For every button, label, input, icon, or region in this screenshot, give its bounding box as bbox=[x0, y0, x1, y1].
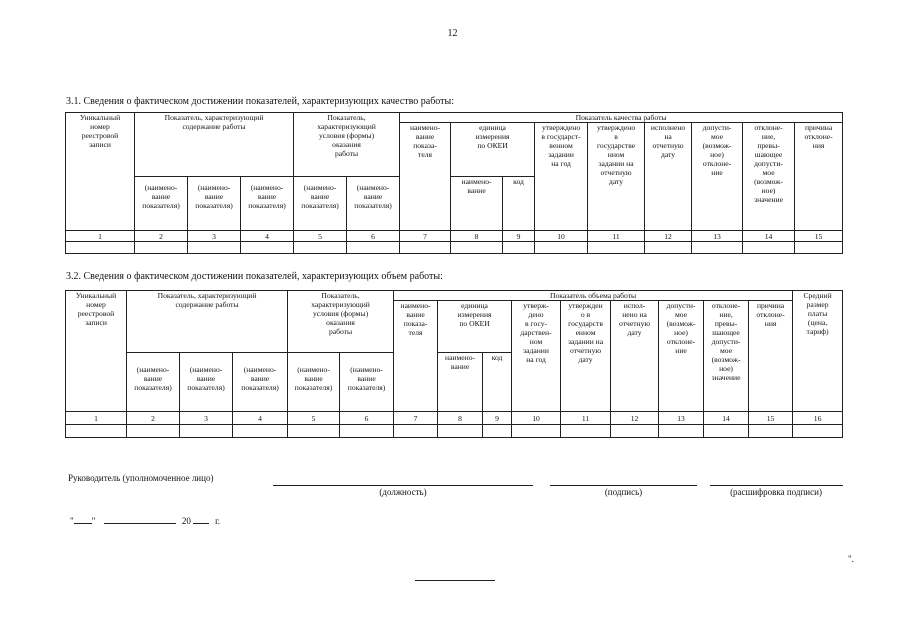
header-conditions: Показатель, характеризующий условия (формы) оказания работы bbox=[294, 113, 400, 177]
data-cell[interactable] bbox=[483, 425, 512, 438]
sub-indicator-name: (наимено- вание показателя) bbox=[241, 177, 294, 231]
end-mark: ". bbox=[848, 554, 854, 564]
data-cell[interactable] bbox=[288, 425, 340, 438]
header-unique-number: Уникальный номер реестровой записи bbox=[66, 291, 127, 412]
header-allowed-deviation: допусти- мое (возмож- ное) отклоне- ние bbox=[692, 123, 743, 231]
sub-indicator-name: (наимено- вание показателя) bbox=[180, 353, 233, 412]
header-unit: единица измерения по ОКЕИ bbox=[451, 123, 535, 177]
data-cell[interactable] bbox=[795, 242, 843, 254]
data-cell[interactable] bbox=[180, 425, 233, 438]
data-cell[interactable] bbox=[659, 425, 704, 438]
data-cell[interactable] bbox=[743, 242, 795, 254]
col-number: 12 bbox=[611, 412, 659, 425]
sub-indicator-name: (наимено- вание показателя) bbox=[233, 353, 288, 412]
data-cell[interactable] bbox=[394, 425, 438, 438]
header-unit-code: код bbox=[483, 353, 512, 412]
data-cell[interactable] bbox=[793, 425, 843, 438]
data-cell[interactable] bbox=[340, 425, 394, 438]
day-blank[interactable] bbox=[74, 514, 92, 524]
header-approved-task: утверж- дено в госу- дарствен- ном задании на год bbox=[512, 301, 561, 412]
header-conditions: Показатель, характеризующий условия (формы) оказания работы bbox=[288, 291, 394, 353]
col-number: 10 bbox=[512, 412, 561, 425]
col-number: 9 bbox=[483, 412, 512, 425]
data-cell[interactable] bbox=[66, 242, 135, 254]
col-number: 1 bbox=[66, 231, 135, 242]
col-number: 16 bbox=[793, 412, 843, 425]
col-number: 4 bbox=[241, 231, 294, 242]
col-number: 14 bbox=[743, 231, 795, 242]
header-indicator-name: наимено- вание показа- теля bbox=[400, 123, 451, 231]
signature-caption: (подпись) bbox=[604, 487, 643, 497]
header-indicator-name: наимено- вание показа- теля bbox=[394, 301, 438, 412]
col-number: 13 bbox=[692, 231, 743, 242]
header-approved-date: утверждено в государстве нном задании на отчетную дату bbox=[588, 123, 645, 231]
data-cell[interactable] bbox=[451, 242, 503, 254]
col-number: 3 bbox=[188, 231, 241, 242]
col-number: 8 bbox=[438, 412, 483, 425]
position-caption: (должность) bbox=[379, 487, 427, 497]
header-approved-task: утверждено в государст- венном задании на год bbox=[535, 123, 588, 231]
sub-indicator-name: (наимено- вание показателя) bbox=[188, 177, 241, 231]
data-cell[interactable] bbox=[561, 425, 611, 438]
data-cell[interactable] bbox=[347, 242, 400, 254]
date-field: " " 20 г. bbox=[70, 516, 221, 526]
header-content: Показатель, характеризующий содержание работы bbox=[135, 113, 294, 177]
col-number: 2 bbox=[135, 231, 188, 242]
header-approved-date: утвержден о в государств енном задании на отчетную дату bbox=[561, 301, 611, 412]
data-cell[interactable] bbox=[704, 425, 749, 438]
header-unit-name: наимено- вание bbox=[438, 353, 483, 412]
quality-table bbox=[65, 112, 843, 254]
data-cell[interactable] bbox=[188, 242, 241, 254]
signature-line[interactable] bbox=[550, 485, 697, 486]
col-number: 2 bbox=[127, 412, 180, 425]
col-number: 6 bbox=[340, 412, 394, 425]
col-number: 5 bbox=[294, 231, 347, 242]
col-number: 6 bbox=[347, 231, 400, 242]
data-cell[interactable] bbox=[241, 242, 294, 254]
data-cell[interactable] bbox=[233, 425, 288, 438]
header-content: Показатель, характеризующий содержание работы bbox=[127, 291, 288, 353]
sub-indicator-name: (наимено- вание показателя) bbox=[135, 177, 188, 231]
data-cell[interactable] bbox=[66, 425, 127, 438]
volume-table bbox=[65, 290, 843, 438]
data-cell[interactable] bbox=[611, 425, 659, 438]
data-cell[interactable] bbox=[135, 242, 188, 254]
signature-label: Руководитель (уполномоченное лицо) bbox=[68, 473, 214, 483]
sub-indicator-name: (наимено- вание показателя) bbox=[288, 353, 340, 412]
sub-indicator-name: (наимено- вание показателя) bbox=[294, 177, 347, 231]
table-row bbox=[66, 425, 843, 438]
data-cell[interactable] bbox=[503, 242, 535, 254]
header-unique-number: Уникальный номер реестровой записи bbox=[66, 113, 135, 231]
header-deviation-reason: причина отклоне- ния bbox=[795, 123, 843, 231]
footnote-separator bbox=[415, 580, 495, 581]
col-number: 14 bbox=[704, 412, 749, 425]
signature-decode-caption: (расшифровка подписи) bbox=[730, 487, 822, 497]
signature-decode-line[interactable] bbox=[710, 485, 843, 486]
header-unit-code: код bbox=[503, 177, 535, 231]
section-3-1-title: 3.1. Сведения о фактическом достижении показателей, характеризующих качество работы: bbox=[66, 96, 455, 107]
col-number: 9 bbox=[503, 231, 535, 242]
header-exceeding-deviation: отклоне- ние, превы- шающее допусти- мое (возмож- ное) значение bbox=[743, 123, 795, 231]
position-line[interactable] bbox=[273, 485, 533, 486]
data-cell[interactable] bbox=[294, 242, 347, 254]
header-executed: испол- нено на отчетную дату bbox=[611, 301, 659, 412]
header-volume: Показатель объема работы bbox=[394, 291, 793, 301]
header-unit-name: наимено- вание bbox=[451, 177, 503, 231]
sub-indicator-name: (наимено- вание показателя) bbox=[127, 353, 180, 412]
data-cell[interactable] bbox=[438, 425, 483, 438]
data-cell[interactable] bbox=[400, 242, 451, 254]
col-number: 15 bbox=[749, 412, 793, 425]
sub-indicator-name: (наимено- вание показателя) bbox=[347, 177, 400, 231]
col-number: 1 bbox=[66, 412, 127, 425]
col-number: 4 bbox=[233, 412, 288, 425]
page-number: 12 bbox=[447, 28, 458, 39]
year-blank[interactable] bbox=[193, 514, 209, 524]
data-cell[interactable] bbox=[645, 242, 692, 254]
header-average-fee: Средний размер платы (цена, тариф) bbox=[793, 291, 843, 412]
table-row bbox=[66, 242, 843, 254]
data-cell[interactable] bbox=[512, 425, 561, 438]
col-number: 13 bbox=[659, 412, 704, 425]
header-unit: единица измерения по ОКЕИ bbox=[438, 301, 512, 353]
col-number: 8 bbox=[451, 231, 503, 242]
col-number: 10 bbox=[535, 231, 588, 242]
header-allowed-deviation: допусти- мое (возмож- ное) отклоне- ние bbox=[659, 301, 704, 412]
data-cell[interactable] bbox=[692, 242, 743, 254]
header-quality: Показатель качества работы bbox=[400, 113, 843, 123]
data-cell[interactable] bbox=[535, 242, 588, 254]
header-deviation-reason: причина отклоне- ния bbox=[749, 301, 793, 412]
col-number: 3 bbox=[180, 412, 233, 425]
col-number: 12 bbox=[645, 231, 692, 242]
data-cell[interactable] bbox=[588, 242, 645, 254]
month-blank[interactable] bbox=[104, 514, 176, 524]
section-3-2-title: 3.2. Сведения о фактическом достижении показателей, характеризующих объем работы: bbox=[66, 271, 443, 282]
col-number: 7 bbox=[400, 231, 451, 242]
data-cell[interactable] bbox=[749, 425, 793, 438]
col-number: 5 bbox=[288, 412, 340, 425]
col-number: 15 bbox=[795, 231, 843, 242]
header-executed: исполнено на отчетную дату bbox=[645, 123, 692, 231]
col-number: 11 bbox=[588, 231, 645, 242]
header-exceeding-deviation: отклоне- ние, превы- шающее допусти- мое (возмож- ное) значение bbox=[704, 301, 749, 412]
data-cell[interactable] bbox=[127, 425, 180, 438]
sub-indicator-name: (наимено- вание показателя) bbox=[340, 353, 394, 412]
col-number: 7 bbox=[394, 412, 438, 425]
col-number: 11 bbox=[561, 412, 611, 425]
